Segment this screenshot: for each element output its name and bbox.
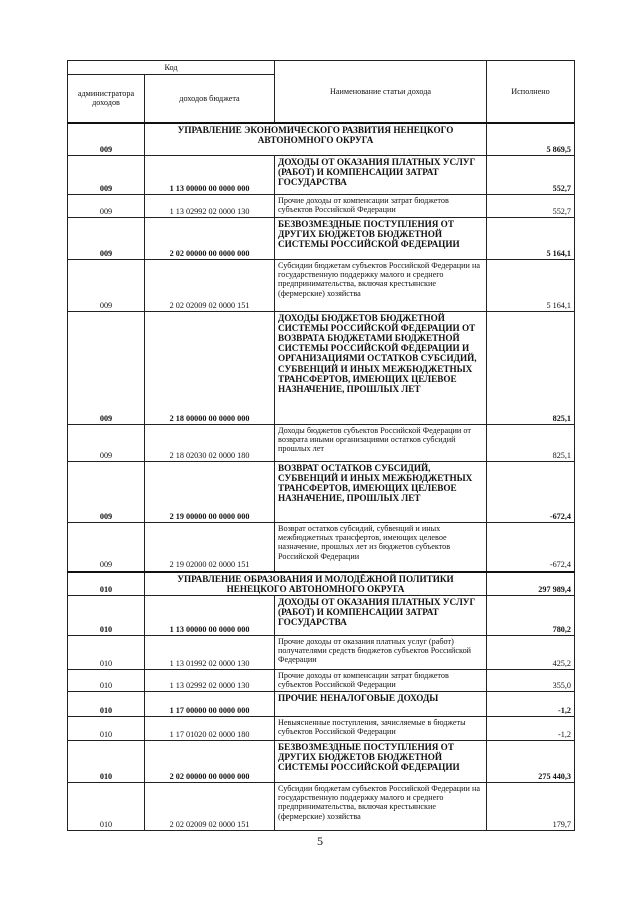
header-income: доходов бюджета — [145, 75, 275, 123]
item-name-cell: Невыясненные поступления, зачисляемые в бюджеты субъектов Российской Федерации — [275, 717, 487, 741]
income-code-cell: 1 13 00000 00 0000 000 — [145, 156, 275, 195]
admin-code-cell: 010 — [68, 741, 145, 783]
income-code-cell: 2 02 00000 00 0000 000 — [145, 741, 275, 783]
item-name-cell: Доходы бюджетов субъектов Российской Федерации от возврата иными организациями остатков субсидий прошлых лет — [275, 425, 487, 462]
admin-code-cell: 010 — [68, 572, 145, 596]
table-row — [68, 596, 575, 636]
amount-cell: -1,2 — [487, 717, 575, 741]
header-code: Код — [68, 61, 275, 75]
header-name: Наименование статьи дохода — [275, 61, 487, 123]
table-row — [68, 462, 575, 523]
admin-code-cell: 010 — [68, 717, 145, 741]
income-code-cell: 2 02 02009 02 0000 151 — [145, 260, 275, 312]
item-name-cell: БЕЗВОЗМЕЗДНЫЕ ПОСТУПЛЕНИЯ ОТ ДРУГИХ БЮДЖЕТОВ БЮДЖЕТНОЙ СИСТЕМЫ РОССИЙСКОЙ ФЕДЕРАЦИИ — [275, 741, 487, 783]
table-row — [68, 425, 575, 462]
admin-code-cell: 009 — [68, 156, 145, 195]
amount-cell: -672,4 — [487, 523, 575, 572]
amount-cell: 297 989,4 — [487, 572, 575, 596]
admin-code-cell: 009 — [68, 218, 145, 260]
income-code-cell: 1 13 00000 00 0000 000 — [145, 596, 275, 636]
item-name-cell: Возврат остатков субсидий, субвенций и иных межбюджетных трансфертов, имеющих целевое назначение, прошлых лет из бюджетов субъектов Российской Федерации — [275, 523, 487, 572]
amount-cell: 825,1 — [487, 312, 575, 425]
income-code-cell: 2 18 00000 00 0000 000 — [145, 312, 275, 425]
admin-code-cell: 009 — [68, 425, 145, 462]
amount-cell: 5 164,1 — [487, 260, 575, 312]
admin-code-cell: 010 — [68, 670, 145, 692]
header-admin: администратора доходов — [68, 75, 145, 123]
amount-cell: 825,1 — [487, 425, 575, 462]
admin-code-cell: 009 — [68, 523, 145, 572]
income-code-cell: 1 13 02992 02 0000 130 — [145, 195, 275, 218]
admin-code-cell: 010 — [68, 692, 145, 717]
amount-cell: 425,2 — [487, 636, 575, 670]
table-row — [68, 783, 575, 831]
income-code-cell: 2 19 00000 00 0000 000 — [145, 462, 275, 523]
amount-cell: 355,0 — [487, 670, 575, 692]
item-name-cell: Прочие доходы от компенсации затрат бюджетов субъектов Российской Федерации — [275, 670, 487, 692]
income-code-cell: 2 02 02009 02 0000 151 — [145, 783, 275, 831]
income-code-cell: 2 02 00000 00 0000 000 — [145, 218, 275, 260]
page-number: 5 — [317, 834, 323, 848]
table-row — [68, 260, 575, 312]
amount-cell: 179,7 — [487, 783, 575, 831]
income-code-cell: 1 13 02992 02 0000 130 — [145, 670, 275, 692]
admin-code-cell: 010 — [68, 636, 145, 670]
admin-code-cell: 010 — [68, 596, 145, 636]
admin-code-cell: 009 — [68, 195, 145, 218]
admin-code-cell: 009 — [68, 123, 145, 156]
item-name-cell: ПРОЧИЕ НЕНАЛОГОВЫЕ ДОХОДЫ — [275, 692, 487, 717]
admin-code-cell: 009 — [68, 312, 145, 425]
item-name-cell: Прочие доходы от оказания платных услуг (работ) получателями средств бюджетов субъектов Российской Федерации — [275, 636, 487, 670]
table-row — [68, 717, 575, 741]
item-name-cell: Субсидии бюджетам субъектов Российской Федерации на государственную поддержку малого и среднего предпринимательства, включая крестьянские (фермерские) хозяйства — [275, 783, 487, 831]
table-row — [68, 670, 575, 692]
table-row — [68, 218, 575, 260]
income-code-cell: 2 18 02030 02 0000 180 — [145, 425, 275, 462]
table-row — [68, 523, 575, 572]
item-name-cell: ДОХОДЫ ОТ ОКАЗАНИЯ ПЛАТНЫХ УСЛУГ (РАБОТ) И КОМПЕНСАЦИИ ЗАТРАТ ГОСУДАРСТВА — [275, 156, 487, 195]
table-section-row — [68, 572, 575, 596]
income-code-cell: 2 19 02000 02 0000 151 — [145, 523, 275, 572]
table-row — [68, 636, 575, 670]
amount-cell: 552,7 — [487, 195, 575, 218]
table-row — [68, 692, 575, 717]
amount-cell: -1,2 — [487, 692, 575, 717]
amount-cell: 275 440,3 — [487, 741, 575, 783]
item-name-cell: ДОХОДЫ БЮДЖЕТОВ БЮДЖЕТНОЙ СИСТЕМЫ РОССИЙСКОЙ ФЕДЕРАЦИИ ОТ ВОЗВРАТА БЮДЖЕТАМИ БЮДЖЕТНОЙ СИСТЕМЫ РОССИЙСКОЙ ФЕДЕРАЦИИ И ОРГАНИЗАЦИЯМИ ОСТАТКОВ СУБСИДИЙ, СУБВЕНЦИЙ И ИНЫХ МЕЖБЮДЖЕТНЫХ ТРАНСФЕРТОВ, ИМЕЮЩИХ ЦЕЛЕВОЕ НАЗНАЧЕНИЕ, ПРОШЛЫХ ЛЕТ — [275, 312, 487, 425]
amount-cell: 5 869,5 — [487, 123, 575, 156]
income-code-cell: 1 13 01992 02 0000 130 — [145, 636, 275, 670]
admin-code-cell: 009 — [68, 462, 145, 523]
income-code-cell: 1 17 01020 02 0000 180 — [145, 717, 275, 741]
item-name-cell: Прочие доходы от компенсации затрат бюджетов субъектов Российской Федерации — [275, 195, 487, 218]
item-name-cell: БЕЗВОЗМЕЗДНЫЕ ПОСТУПЛЕНИЯ ОТ ДРУГИХ БЮДЖЕТОВ БЮДЖЕТНОЙ СИСТЕМЫ РОССИЙСКОЙ ФЕДЕРАЦИИ — [275, 218, 487, 260]
revenue-table — [67, 60, 575, 831]
section-name-cell: УПРАВЛЕНИЕ ОБРАЗОВАНИЯ И МОЛОДЁЖНОЙ ПОЛИТИКИ НЕНЕЦКОГО АВТОНОМНОГО ОКРУГА — [145, 572, 487, 596]
item-name-cell: ВОЗВРАТ ОСТАТКОВ СУБСИДИЙ, СУБВЕНЦИЙ И ИНЫХ МЕЖБЮДЖЕТНЫХ ТРАНСФЕРТОВ, ИМЕЮЩИХ ЦЕЛЕВОЕ НАЗНАЧЕНИЕ, ПРОШЛЫХ ЛЕТ — [275, 462, 487, 523]
item-name-cell: Субсидии бюджетам субъектов Российской Федерации на государственную поддержку малого и среднего предпринимательства, включая крестьянские (фермерские) хозяйства — [275, 260, 487, 312]
table-section-row — [68, 123, 575, 156]
table-row — [68, 156, 575, 195]
income-code-cell: 1 17 00000 00 0000 000 — [145, 692, 275, 717]
table-row — [68, 195, 575, 218]
admin-code-cell: 010 — [68, 783, 145, 831]
admin-code-cell: 009 — [68, 260, 145, 312]
amount-cell: -672,4 — [487, 462, 575, 523]
header-executed: Исполнено — [487, 61, 575, 123]
amount-cell: 5 164,1 — [487, 218, 575, 260]
table-row — [68, 312, 575, 425]
section-name-cell: УПРАВЛЕНИЕ ЭКОНОМИЧЕСКОГО РАЗВИТИЯ НЕНЕЦКОГО АВТОНОМНОГО ОКРУГА — [145, 123, 487, 156]
amount-cell: 780,2 — [487, 596, 575, 636]
table-row — [68, 741, 575, 783]
amount-cell: 552,7 — [487, 156, 575, 195]
item-name-cell: ДОХОДЫ ОТ ОКАЗАНИЯ ПЛАТНЫХ УСЛУГ (РАБОТ) И КОМПЕНСАЦИИ ЗАТРАТ ГОСУДАРСТВА — [275, 596, 487, 636]
